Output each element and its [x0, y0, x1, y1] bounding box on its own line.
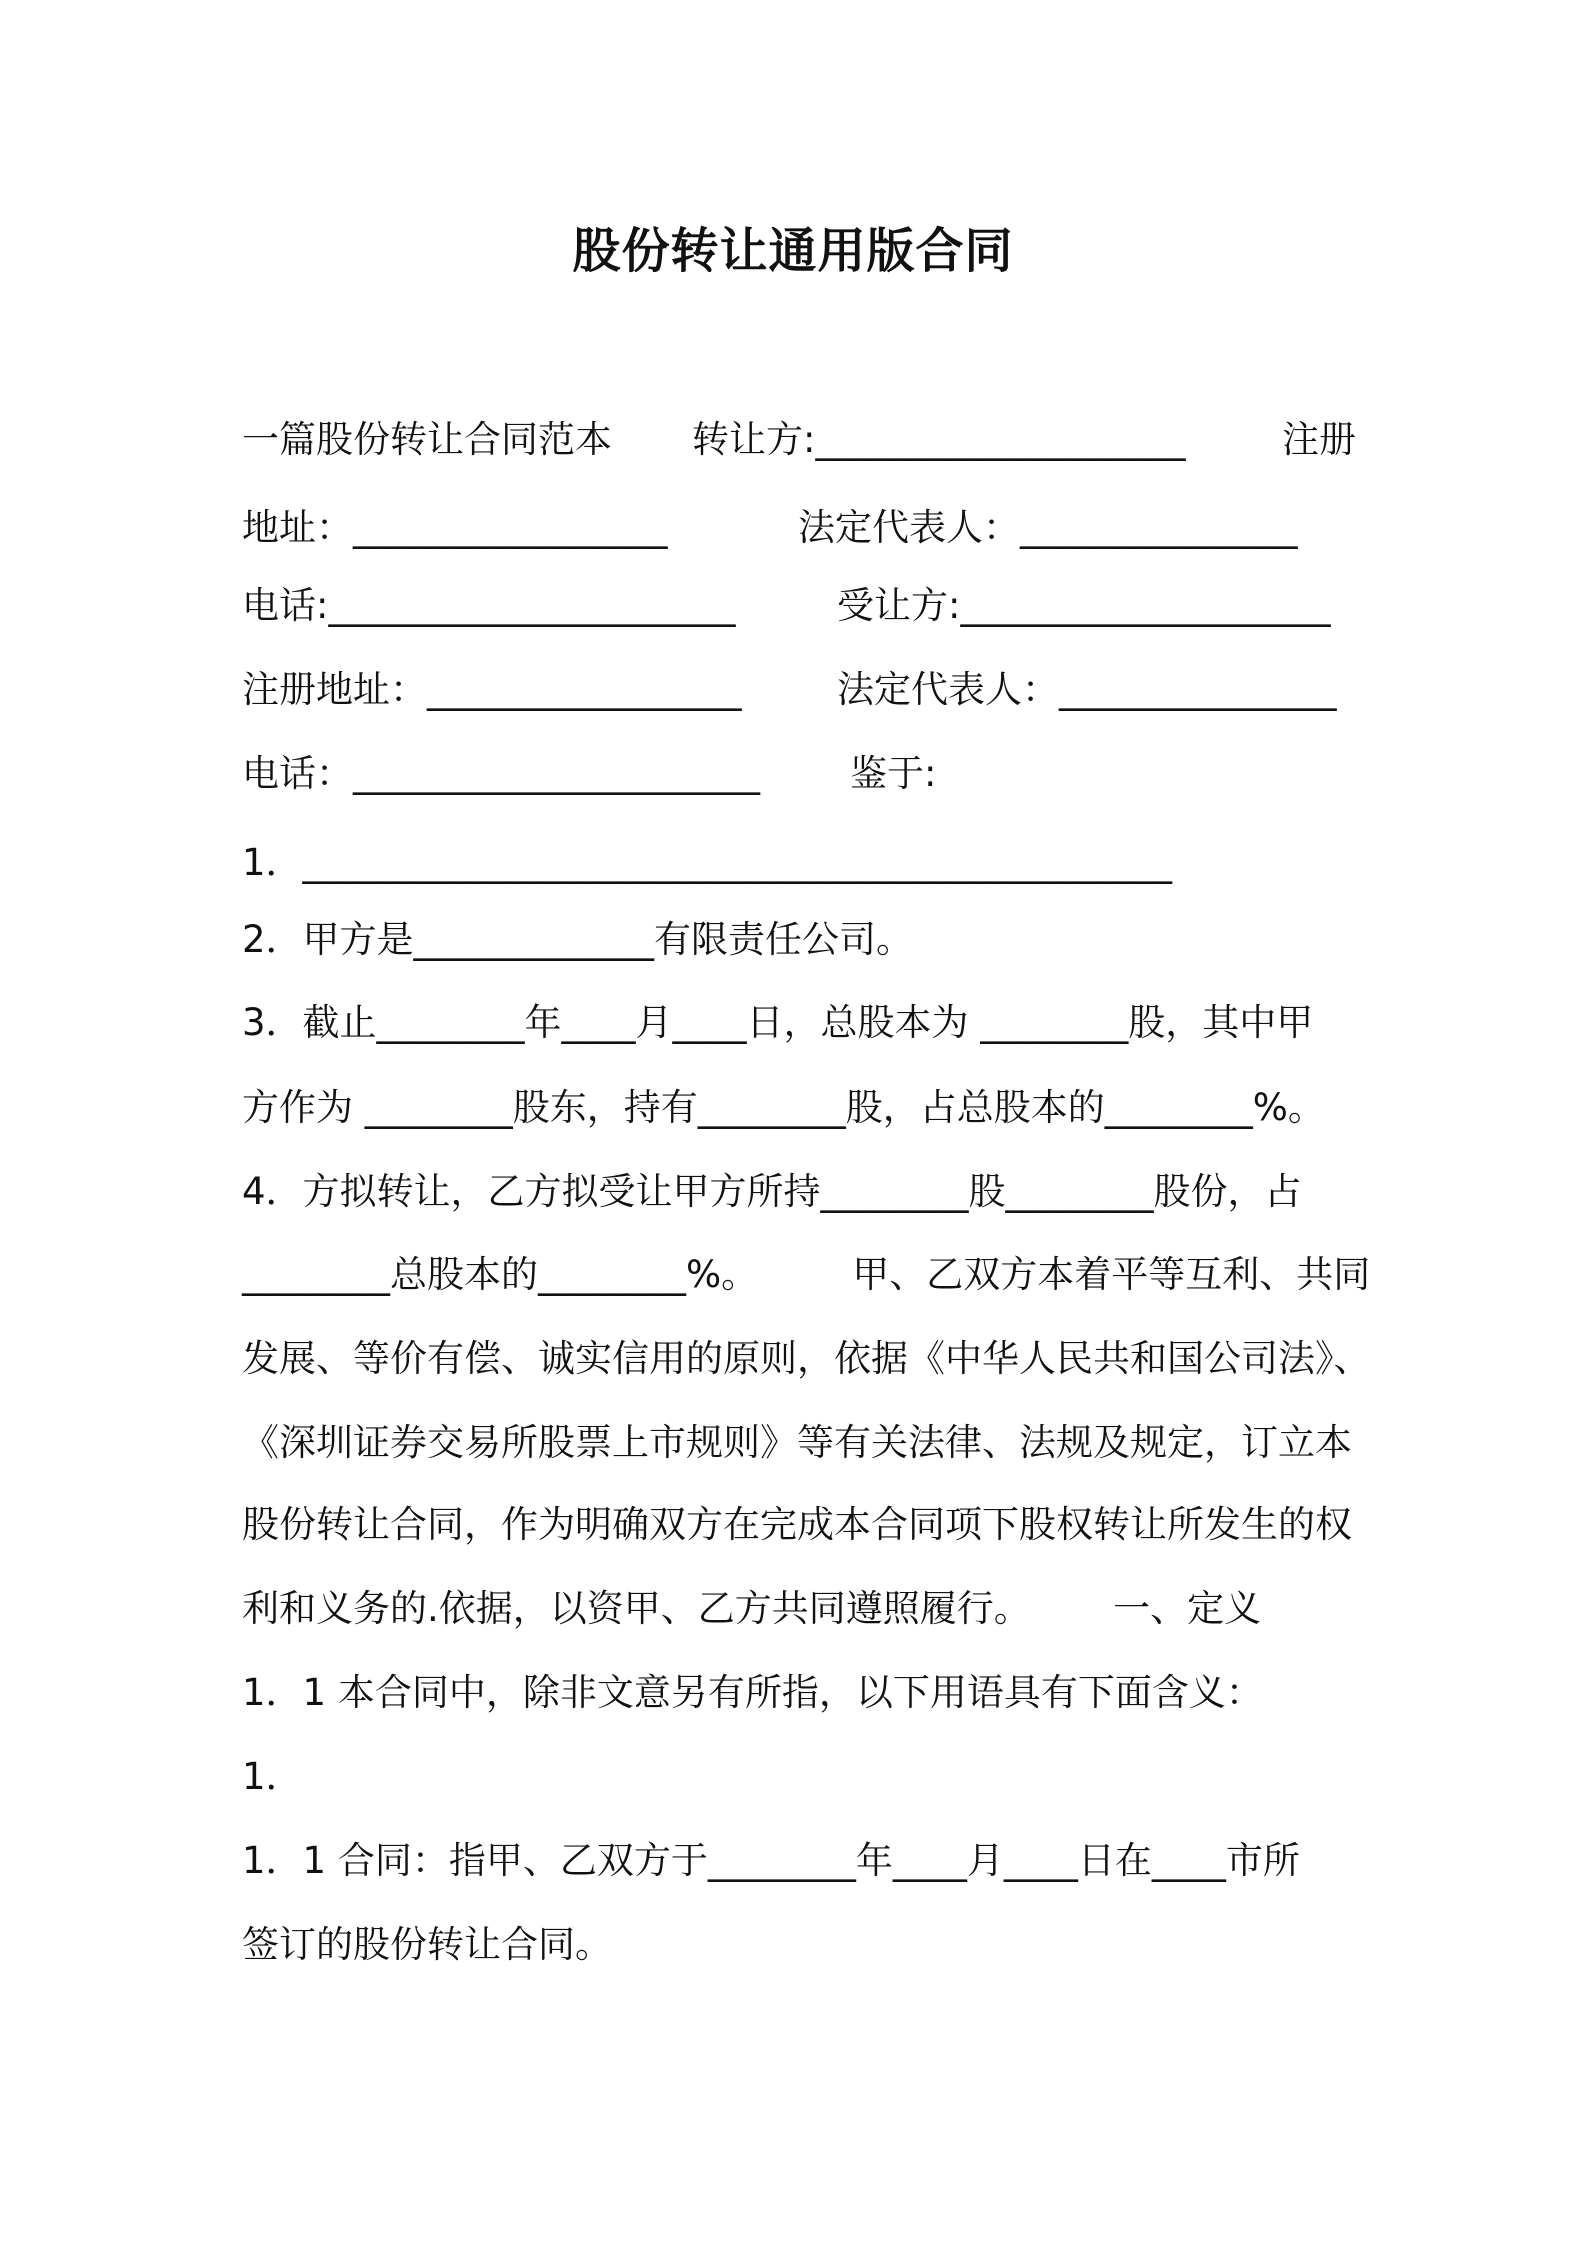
transferor-phone-field: 电话:______________________: [242, 584, 736, 627]
transferee-address-field: 注册地址：_________________: [242, 668, 742, 711]
clause-line: 1．_______________________________________________: [242, 841, 1173, 884]
intro-label: 一篇股份转让合同范本: [242, 418, 612, 461]
transferee-field: 受让方:____________________: [837, 584, 1331, 627]
registered-label-start: 注册: [1282, 418, 1356, 461]
transferor-legal-rep-field: 法定代表人：_______________: [798, 506, 1298, 549]
clause-line: 1．: [242, 1755, 303, 1798]
transferee-legal-rep-field: 法定代表人：_______________: [837, 668, 1337, 711]
clause-line: 2．甲方是_____________有限责任公司。: [242, 918, 914, 961]
clause-line: 利和义务的.依据，以资甲、乙方共同遵照履行。 一、定义: [242, 1587, 1262, 1630]
clause-line: 《深圳证券交易所股票上市规则》等有关法律、法规及规定，订立本: [242, 1421, 1352, 1464]
clause-line: 签订的股份转让合同。: [242, 1923, 612, 1966]
transferee-phone-field: 电话：______________________: [242, 752, 760, 795]
clause-line: 股份转让合同，作为明确双方在完成本合同项下股权转让所发生的权: [242, 1503, 1352, 1546]
transferor-address-field: 地址：_________________: [242, 506, 668, 549]
clause-line: 3．截止________年____月____日，总股本为 ________股，其中甲: [242, 1001, 1314, 1044]
document-title: 股份转让通用版合同: [572, 223, 1014, 279]
clause-line: 1．1 本合同中，除非文意另有所指，以下用语具有下面含义：: [242, 1671, 1263, 1714]
transferor-field: 转让方:____________________: [692, 418, 1186, 461]
clause-line: 方作为 ________股东，持有________股，占总股本的________%。: [242, 1086, 1325, 1129]
clause-line: 1．1 合同：指甲、乙双方于________年____月____日在____市所: [242, 1839, 1300, 1882]
clause-line: 4．方拟转让，乙方拟受让甲方所持________股________股份，占: [242, 1170, 1302, 1213]
clause-line: ________总股本的________%。 甲、乙双方本着平等互利、共同: [242, 1253, 1371, 1296]
whereas-label: 鉴于:: [850, 752, 937, 795]
clause-line: 发展、等价有偿、诚实信用的原则，依据《中华人民共和国公司法》、: [242, 1337, 1371, 1380]
